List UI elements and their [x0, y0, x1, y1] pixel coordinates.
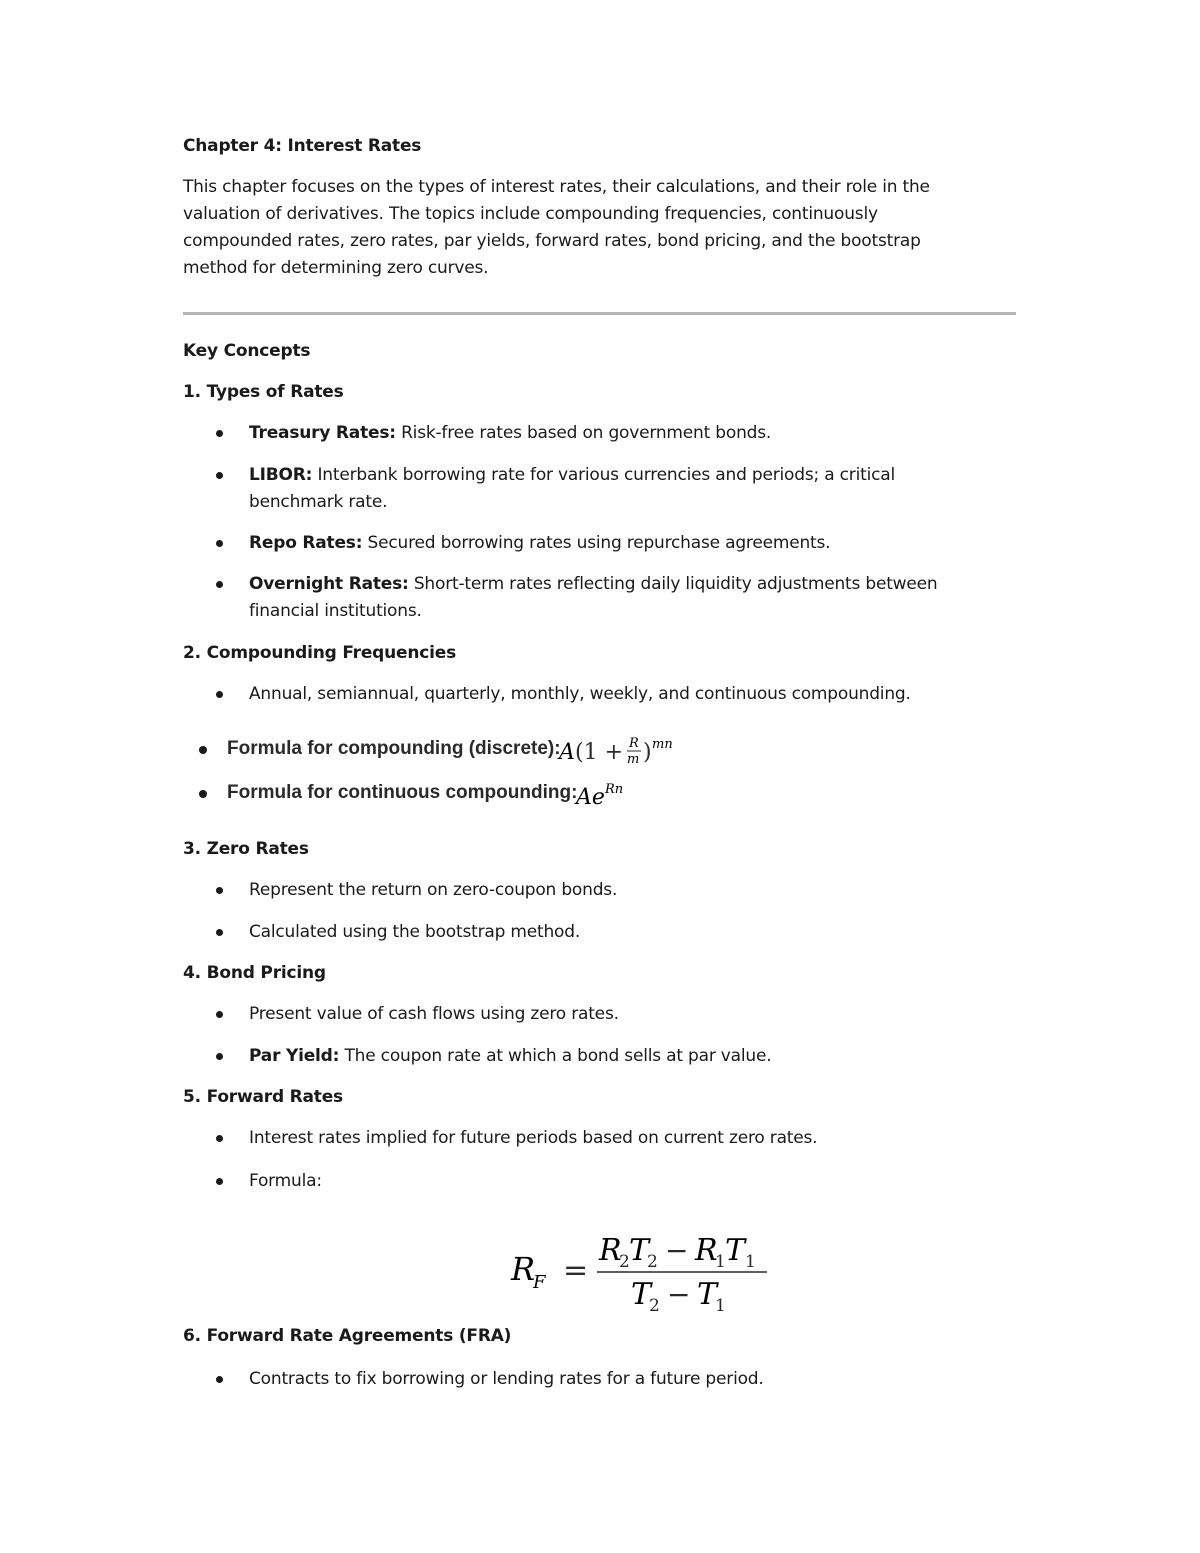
- section-forward-rates-heading: 5. Forward Rates: [183, 1087, 343, 1107]
- list-item-libor: LIBOR: Interbank borrowing rate for various currencies and periods; a critical: [249, 465, 895, 485]
- list-item-par-yield: Par Yield: The coupon rate at which a bond sells at par value.: [249, 1046, 772, 1066]
- bullet-icon: [216, 430, 223, 437]
- svg-text:R: R: [629, 736, 639, 751]
- svg-text:A: A: [559, 740, 575, 765]
- svg-text:(1 +: (1 +: [575, 740, 624, 765]
- svg-text:−: −: [665, 1234, 689, 1267]
- bullet-icon: [216, 1178, 223, 1185]
- bullet-icon: [216, 1011, 223, 1018]
- intro-line-1: This chapter focuses on the types of interest rates, their calculations, and their role in the: [183, 177, 930, 197]
- section-compounding-heading: 2. Compounding Frequencies: [183, 643, 457, 663]
- formula-discrete-equation: [555, 730, 695, 770]
- bullet-icon: [216, 1135, 223, 1142]
- svg-text:Rn: Rn: [605, 782, 624, 797]
- bullet-icon: [216, 581, 223, 588]
- section-fra-heading: 6. Forward Rate Agreements (FRA): [183, 1326, 512, 1346]
- bullet-icon: [199, 746, 207, 754]
- bullet-icon: [216, 472, 223, 479]
- svg-text:−: −: [667, 1278, 691, 1311]
- svg-text:m: m: [627, 752, 640, 767]
- bullet-icon: [216, 540, 223, 547]
- formula-continuous-label: Formula for continuous compounding:: [227, 782, 578, 803]
- forward-rate-equation: [505, 1228, 785, 1318]
- svg-text:1: 1: [745, 1252, 756, 1272]
- list-item-forward-rates-1: Interest rates implied for future periods based on current zero rates.: [249, 1128, 818, 1148]
- svg-text:T: T: [631, 1277, 652, 1312]
- list-item-overnight-rates-continued: financial institutions.: [249, 601, 422, 621]
- intro-line-2: valuation of derivatives. The topics include compounding frequencies, continuously: [183, 204, 878, 224]
- key-concepts-heading: Key Concepts: [183, 341, 311, 361]
- list-item-zero-rates-2: Calculated using the bootstrap method.: [249, 922, 581, 942]
- section-bond-pricing-heading: 4. Bond Pricing: [183, 963, 326, 983]
- bullet-icon: [216, 691, 223, 698]
- list-item-overnight-rates: Overnight Rates: Short-term rates reflecting daily liquidity adjustments between: [249, 574, 938, 594]
- svg-text:Ae: Ae: [576, 785, 605, 810]
- bullet-icon: [216, 1053, 223, 1060]
- formula-discrete-label: Formula for compounding (discrete):: [227, 738, 561, 759]
- svg-text:): ): [643, 740, 652, 765]
- svg-text:R: R: [511, 1250, 536, 1288]
- horizontal-divider: [183, 312, 1016, 315]
- bullet-icon: [216, 1376, 223, 1383]
- svg-text:=: =: [563, 1253, 589, 1288]
- list-item-libor-continued: benchmark rate.: [249, 492, 388, 512]
- svg-text:2: 2: [649, 1296, 660, 1316]
- bullet-icon: [216, 929, 223, 936]
- bullet-icon: [216, 887, 223, 894]
- intro-line-4: method for determining zero curves.: [183, 258, 489, 278]
- formula-continuous-equation: [572, 776, 642, 812]
- svg-text:F: F: [533, 1272, 546, 1293]
- svg-text:2: 2: [647, 1252, 658, 1272]
- svg-text:T: T: [629, 1233, 650, 1268]
- svg-text:R: R: [695, 1233, 718, 1268]
- svg-text:mn: mn: [652, 737, 673, 752]
- intro-line-3: compounded rates, zero rates, par yields, forward rates, bond pricing, and the bootstrap: [183, 231, 921, 251]
- list-item-present-value: Present value of cash flows using zero rates.: [249, 1004, 619, 1024]
- svg-text:2: 2: [619, 1252, 630, 1272]
- chapter-title: Chapter 4: Interest Rates: [183, 136, 422, 156]
- list-item-compounding-types: Annual, semiannual, quarterly, monthly, weekly, and continuous compounding.: [249, 684, 911, 704]
- svg-text:T: T: [725, 1233, 746, 1268]
- section-zero-rates-heading: 3. Zero Rates: [183, 839, 309, 859]
- list-item-fra: Contracts to fix borrowing or lending rates for a future period.: [249, 1369, 764, 1389]
- svg-text:R: R: [599, 1233, 622, 1268]
- bullet-icon: [199, 790, 207, 798]
- svg-text:1: 1: [715, 1296, 726, 1316]
- list-item-treasury-rates: Treasury Rates: Risk-free rates based on government bonds.: [249, 423, 772, 443]
- svg-text:1: 1: [715, 1252, 726, 1272]
- svg-text:T: T: [697, 1277, 718, 1312]
- list-item-formula: Formula:: [249, 1171, 322, 1191]
- list-item-repo-rates: Repo Rates: Secured borrowing rates using repurchase agreements.: [249, 533, 831, 553]
- list-item-zero-rates-1: Represent the return on zero-coupon bonds.: [249, 880, 618, 900]
- section-types-of-rates-heading: 1. Types of Rates: [183, 382, 344, 402]
